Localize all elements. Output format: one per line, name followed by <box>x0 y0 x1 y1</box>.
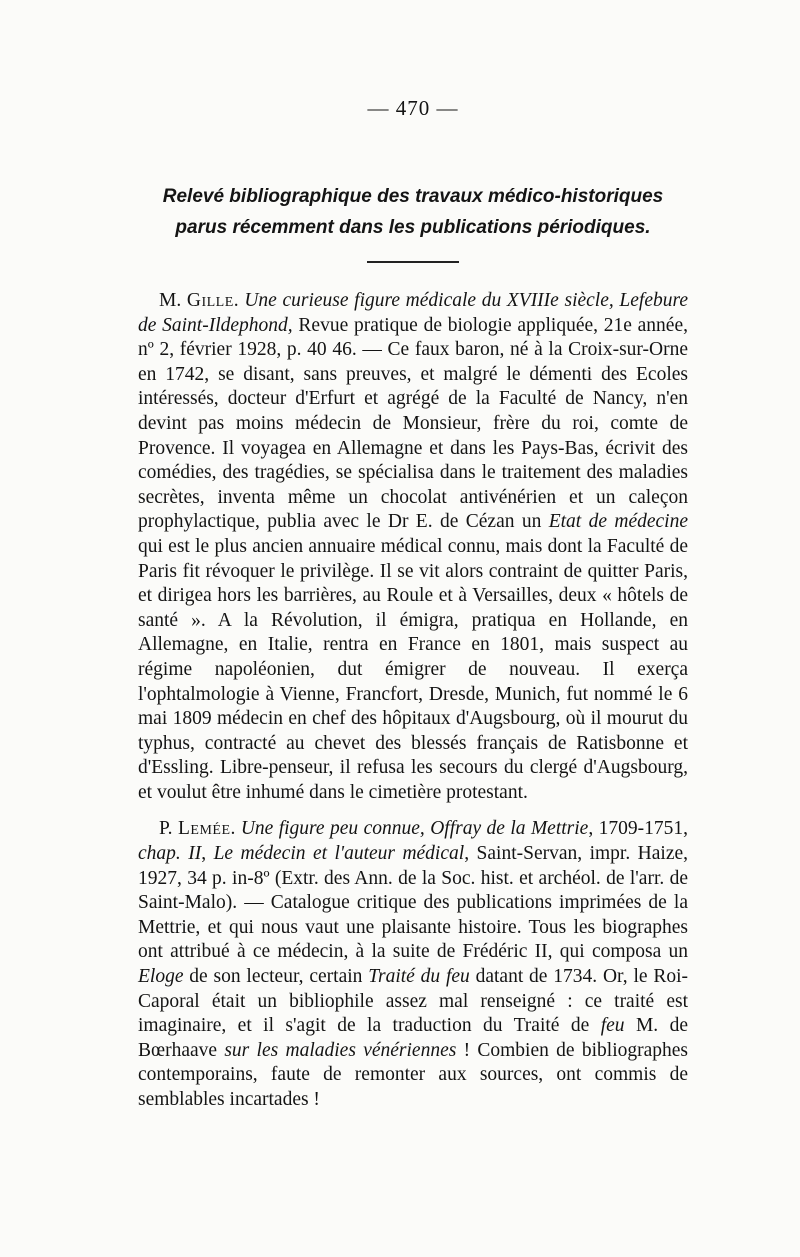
entry-text-segment: Le médecin et l'auteur médical <box>213 843 465 865</box>
entry-text-segment: sur les maladies vénériennes <box>224 1039 457 1061</box>
entry-text-segment: , Saint-Servan, impr. Haize, 1927, 34 p. in-8º (Extr. des Ann. de la Soc. hist. et archéol. de l'arr. de Saint-Malo). — Catalogue critique des publications imprimées de la Mettrie, et qui nous vaut une plaisante histoire. Tous les biographes ont attribué à ce médecin, à la suite de Frédéric II, qui composa un <box>138 843 689 963</box>
entry-text-segment: ! Combien de bibliographes contemporains, faute de remonter aux sources, ont commis de semblables incartades ! <box>138 1039 689 1110</box>
entry-text-segment: de son lecteur, certain <box>183 966 369 988</box>
bibliography-entry-gille <box>138 289 688 805</box>
entry-text-segment: Eloge <box>138 966 184 988</box>
bibliography-entry-lemee <box>138 817 688 1112</box>
entry-text-segment: qui est le plus ancien annuaire médical connu, mais dont la Faculté de Paris fit révoquer le privilège. Il se vit alors contraint de quitter Paris, et dirigea hors les barrières, au Roule et à Versailles, deux « hôtels de santé ». A la Révolution, il émigra, pratiqua en Hollande, en Allemagne, en Italie, rentra en France en 1801, mais suspect au régime napoléonien, dut émigrer de nouveau. Il exerça l'ophtalmologie à Vienne, Francfort, Dresde, Munich, fut nommé le 6 mai 1809 médecin en chef des hôpitaux d'Augsbourg, où il mourut du typhus, contracté au chevet des blessés français de Ratisbonne et d'Essling. Libre-penseur, il refusa les secours du clergé d'Augsbourg, et voulut être inhumé dans le cimetière protestant. <box>138 535 688 803</box>
entry-text-segment: Gille <box>186 290 234 311</box>
entry-text-segment: Traité du feu <box>368 966 470 988</box>
entry-text-segment: Une figure peu connue, Offray de la Mettrie <box>240 818 589 840</box>
entry-text-segment: P. <box>159 818 178 840</box>
entry-text-segment: , <box>201 843 214 865</box>
entry-text-segment: Revue pratique de biologie appliquée, 21e année, nº 2, février 1928, p. 40 46. — Ce faux baron, né à la Croix-sur-Orne en 1742, se disant, sans preuves, et malgré le démenti des Ecoles intéressés, docteur d'Erfurt et agrégé de la Faculté de Nancy, n'en devint pas moins médecin de Monsieur, frère du roi, comte de Provence. Il voyagea en Allemagne et dans les Pays-Bas, écrivit des comédies, des tragédies, se spécialisa dans le traitement des maladies secrètes, inventa même un chocolat antivénérien et un caleçon prophylactique, publia avec le Dr E. de Cézan un <box>138 314 688 533</box>
entry-text-segment: M. de Bœrhaave <box>138 1015 688 1061</box>
heading-line-1: Relevé bibliographique des travaux médico-historiques <box>162 186 664 207</box>
entry-text-segment: Lemée <box>177 818 231 840</box>
entry-text-segment: , 1709-1751, <box>588 818 689 840</box>
entry-text-segment: Une curieuse figure médicale du XVIIIe siècle, Lefebure de Saint-Ildephond, <box>138 290 688 336</box>
entry-text-segment: . <box>233 290 245 311</box>
entry-text-segment: M. <box>159 290 187 311</box>
entry-text-segment: Etat de médecine <box>548 511 688 533</box>
entry-text-segment: . <box>230 818 241 840</box>
entry-text-segment: chap. II <box>138 843 202 865</box>
heading-line-2: parus récemment dans les publications périodiques. <box>175 217 651 238</box>
section-heading <box>138 181 688 243</box>
page-number: — 470 — <box>367 96 459 120</box>
entry-text-segment: feu <box>600 1015 625 1037</box>
entry-text-segment: datant de 1734. Or, le Roi-Caporal était un bibliophile assez mal renseigné : ce traité est imaginaire, et il s'agit de la traduction du Traité de <box>138 966 688 1037</box>
heading-rule <box>367 261 459 263</box>
